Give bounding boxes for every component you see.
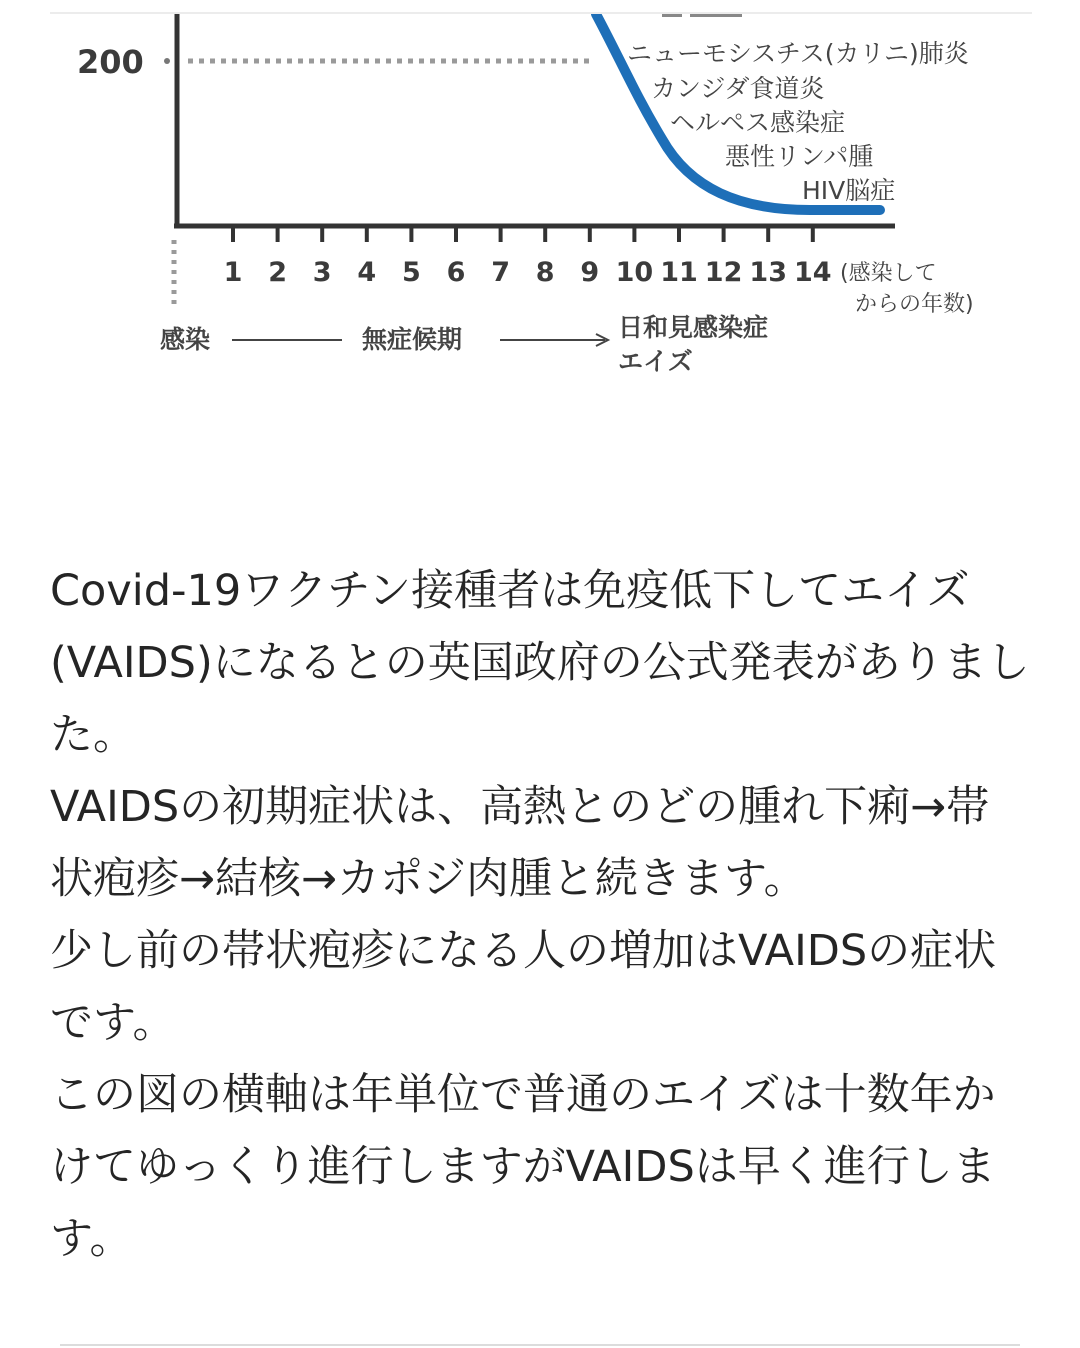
x-tick-label: 2	[268, 257, 287, 288]
hiv-progression-chart	[50, 14, 1032, 434]
article-paragraph-1: Covid-19ワクチン接種者は免疫低下してエイズ(VAIDS)になるとの英国政府の公式発表がありました。	[50, 566, 1030, 760]
disease-label-candida: カンジダ食道炎	[651, 74, 825, 103]
y-tick-mark	[164, 58, 170, 64]
x-tick-label: 8	[535, 257, 555, 288]
clipped-label-fragment-2	[690, 14, 742, 17]
x-unit-label-line2: からの年数)	[855, 292, 974, 317]
x-tick-label: 14	[794, 257, 832, 288]
bottom-divider	[60, 1344, 1020, 1346]
stage-label-aids: エイズ	[618, 347, 693, 376]
x-tick-label: 11	[660, 257, 698, 288]
chart-canvas	[50, 14, 1032, 434]
article-body	[50, 555, 1032, 1275]
disease-label-herpes: ヘルペス感染症	[670, 108, 846, 137]
x-tick-label: 7	[491, 257, 510, 288]
x-tick-label: 6	[446, 257, 466, 288]
x-tick-label: 1	[223, 257, 243, 288]
y-tick-label: 200	[77, 43, 144, 81]
x-tick-label: 3	[312, 257, 332, 288]
article-paragraph-4: この図の横軸は年単位で普通のエイズは十数年かけてゆっくり進行しますがVAIDSは早く進行します。	[50, 1070, 996, 1264]
x-ticks-group	[224, 226, 832, 288]
x-tick-label: 13	[749, 257, 787, 288]
stage-label-asymptomatic: 無症候期	[362, 325, 463, 354]
disease-label-lymphoma: 悪性リンパ腫	[725, 142, 874, 171]
disease-label-pcp: ニューモシスチス(カリニ)肺炎	[627, 39, 969, 68]
article-paragraph-3: 少し前の帯状疱疹になる人の増加はVAIDSの症状です。	[50, 926, 997, 1048]
x-unit-label-line1: (感染して	[840, 261, 937, 286]
stage-label-infection: 感染	[160, 325, 211, 354]
stage-label-opportunistic: 日和見感染症	[618, 313, 769, 342]
x-tick-label: 5	[402, 257, 421, 288]
x-tick-label: 10	[615, 257, 654, 288]
x-tick-label: 9	[580, 257, 600, 288]
article-paragraph-2: VAIDSの初期症状は、高熱とのどの腫れ下痢→帯状疱疹→結核→カポジ肉腫と続きます。	[50, 782, 990, 904]
x-tick-label: 4	[357, 257, 377, 288]
disease-label-hiv-encephalopathy: HIV脳症	[802, 176, 896, 205]
clipped-label-fragment	[662, 14, 682, 17]
x-tick-label: 12	[704, 257, 743, 288]
